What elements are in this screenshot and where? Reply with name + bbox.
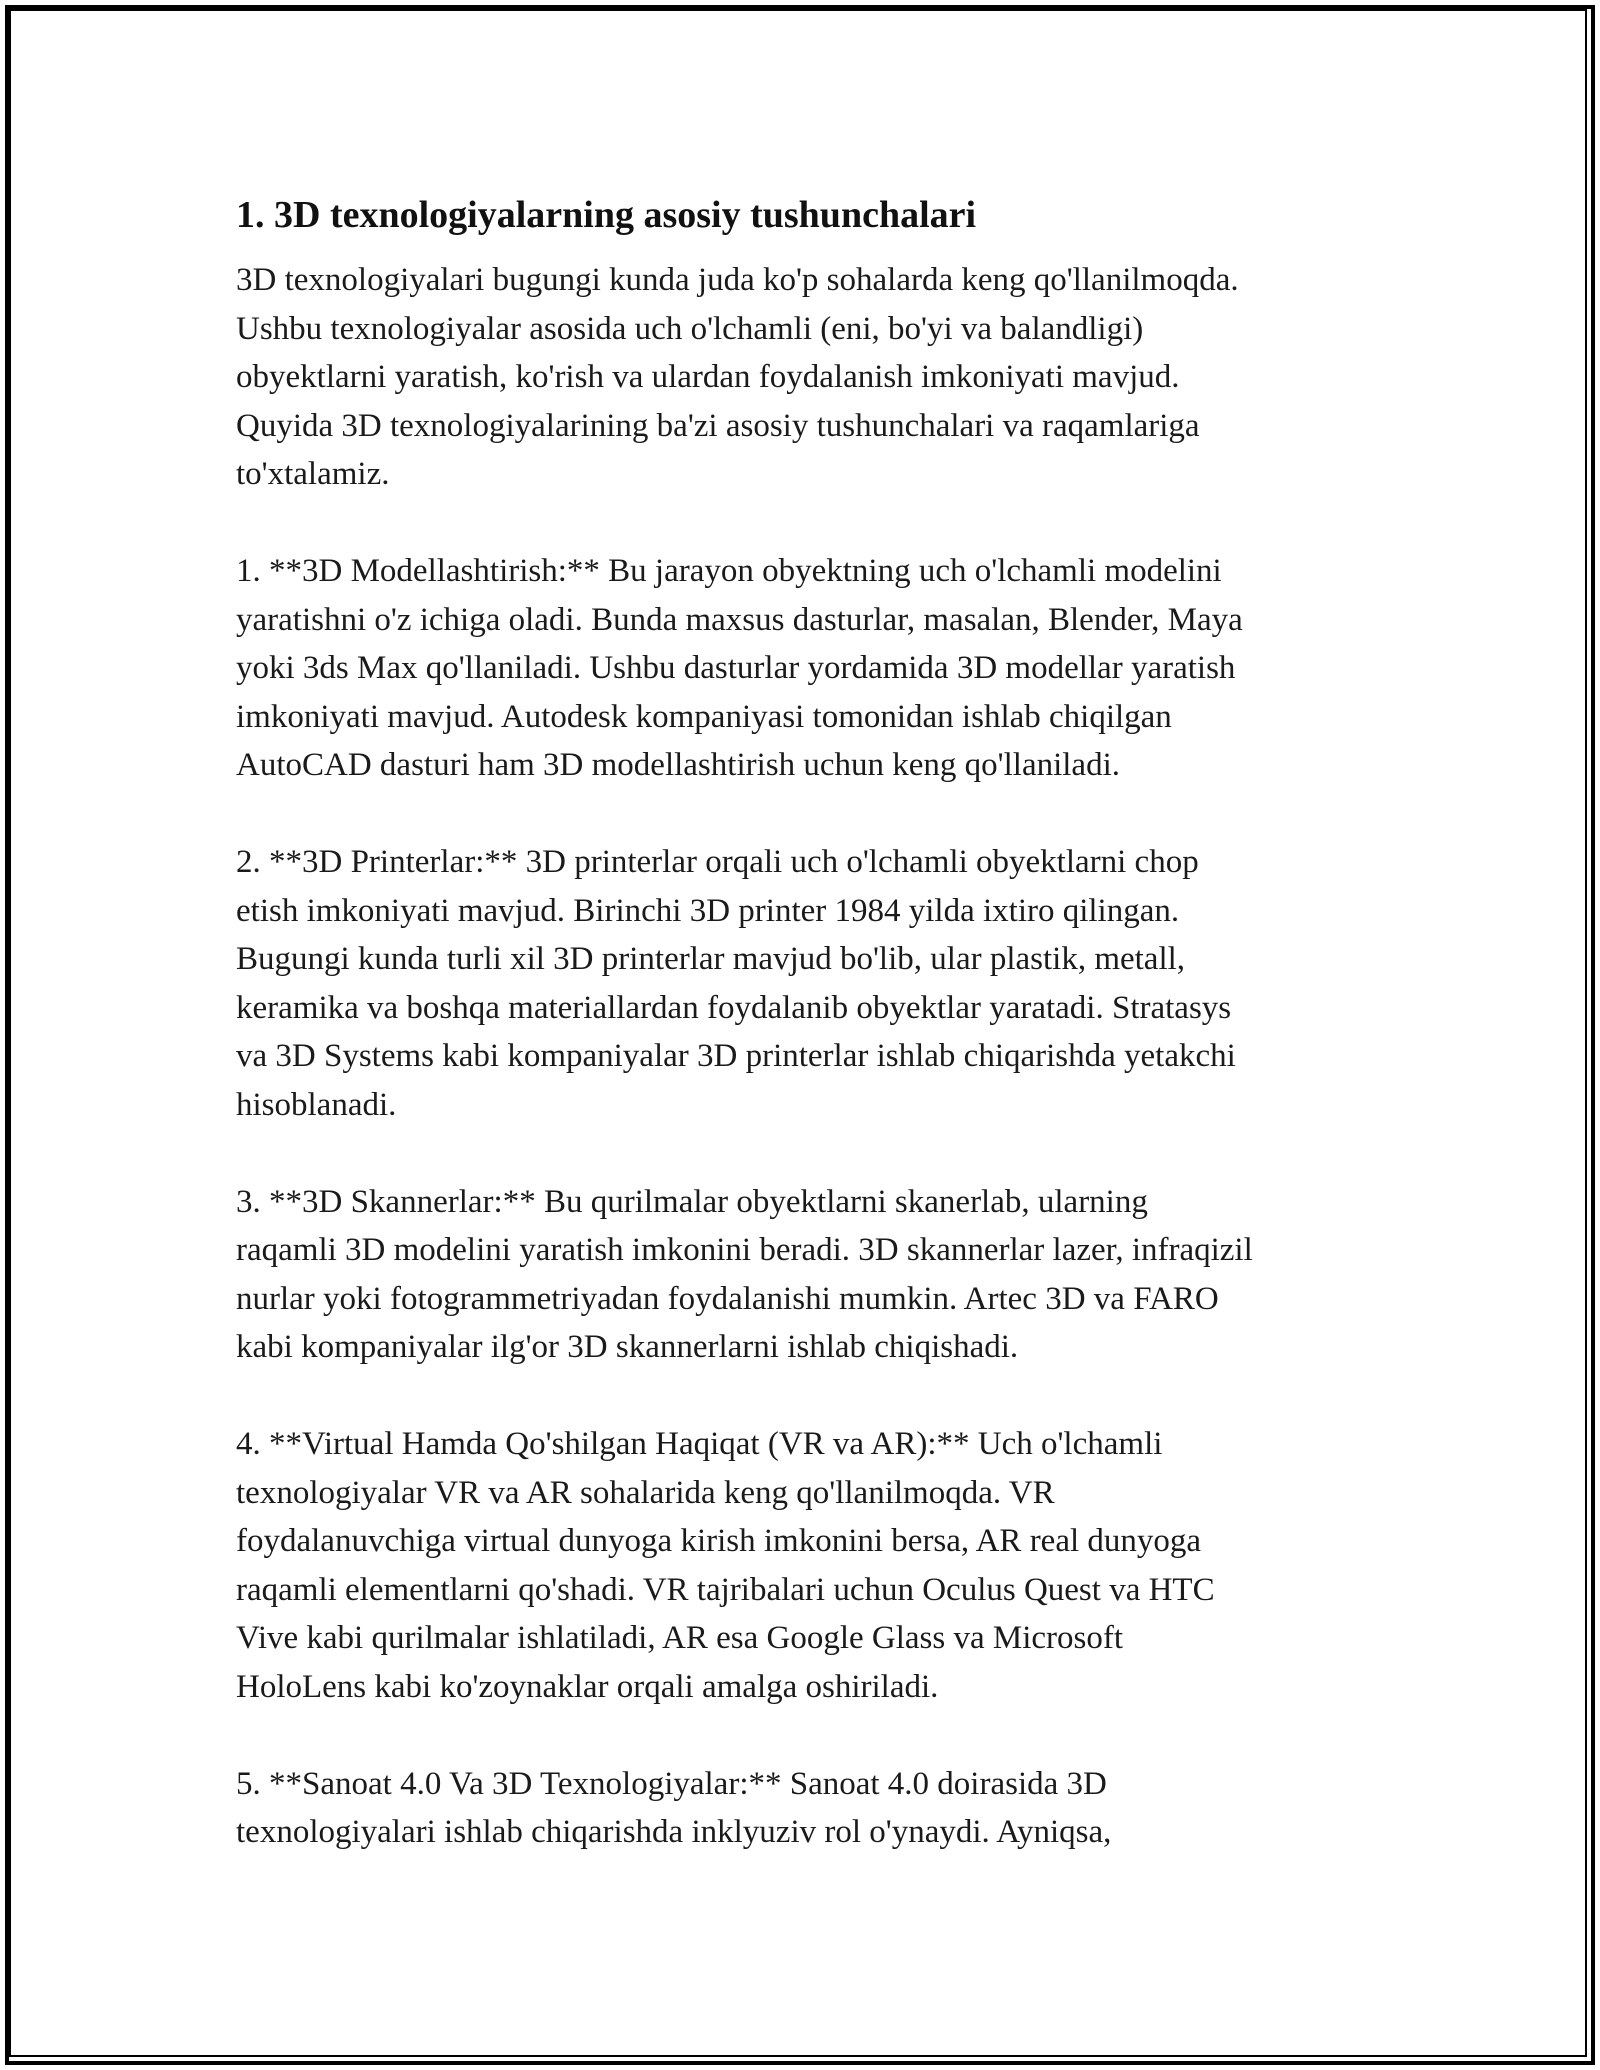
- item-3d-modeling: 1. **3D Modellashtirish:** Bu jarayon obyektning uch o'lchamli modelini yaratishni o'z ichiga oladi. Bunda maxsus dasturlar, masalan, Blender, Maya yoki 3ds Max qo'llaniladi. Ushbu dasturlar yordamida 3D modellar yaratish imkoniyati mavjud. Autodesk kompaniyasi tomonidan ishlab chiqilgan AutoCAD dasturi ham 3D modellashtirish uchun keng qo'llaniladi.: [236, 553, 1243, 783]
- item-industry-4: 5. **Sanoat 4.0 Va 3D Texnologiyalar:** Sanoat 4.0 doirasida 3D texnologiyalari ishlab chiqarishda inklyuziv rol o'ynaydi. Ayniqsa,: [236, 1765, 1112, 1850]
- intro-paragraph: 3D texnologiyalari bugungi kunda juda ko'p sohalarda keng qo'llanilmoqda. Ushbu texnologiyalar asosida uch o'lchamli (eni, bo'yi va balandligi) obyektlarni yaratish, ko'rish va ulardan foydalanish imkoniyati mavjud. Quyida 3D texnologiyalarining ba'zi asosiy tushunchalari va raqamlariga to'xtalamiz.: [236, 262, 1239, 492]
- item-vr-ar: 4. **Virtual Hamda Qo'shilgan Haqiqat (VR va AR):** Uch o'lchamli texnologiyalar VR va AR sohalarida keng qo'llanilmoqda. VR foydalanuvchiga virtual dunyoga kirish imkonini bersa, AR real dunyoga raqamli elementlarni qo'shadi. VR tajribalari uchun Oculus Quest va HTC Vive kabi qurilmalar ishlatiladi, AR esa Google Glass va Microsoft HoloLens kabi ko'zoynaklar orqali amalga oshiriladi.: [236, 1426, 1215, 1705]
- document-body: [236, 186, 1396, 1857]
- item-3d-scanners: 3. **3D Skannerlar:** Bu qurilmalar obyektlarni skanerlab, ularning raqamli 3D modelini yaratish imkonini beradi. 3D skannerlar lazer, infraqizil nurlar yoki fotogrammetriyadan foydalanishi mumkin. Artec 3D va FARO kabi kompaniyalar ilg'or 3D skannerlarni ishlab chiqishadi.: [236, 1183, 1253, 1365]
- section-heading: 1. 3D texnologiyalarning asosiy tushunchalari: [236, 194, 977, 236]
- item-3d-printers: 2. **3D Printerlar:** 3D printerlar orqali uch o'lchamli obyektlarni chop etish imkoniyati mavjud. Birinchi 3D printer 1984 yilda ixtiro qilingan. Bugungi kunda turli xil 3D printerlar mavjud bo'lib, ular plastik, metall, keramika va boshqa materiallardan foydalanib obyektlar yaratadi. Stratasys va 3D Systems kabi kompaniyalar 3D printerlar ishlab chiqarishda yetakchi hisoblanadi.: [236, 844, 1236, 1123]
